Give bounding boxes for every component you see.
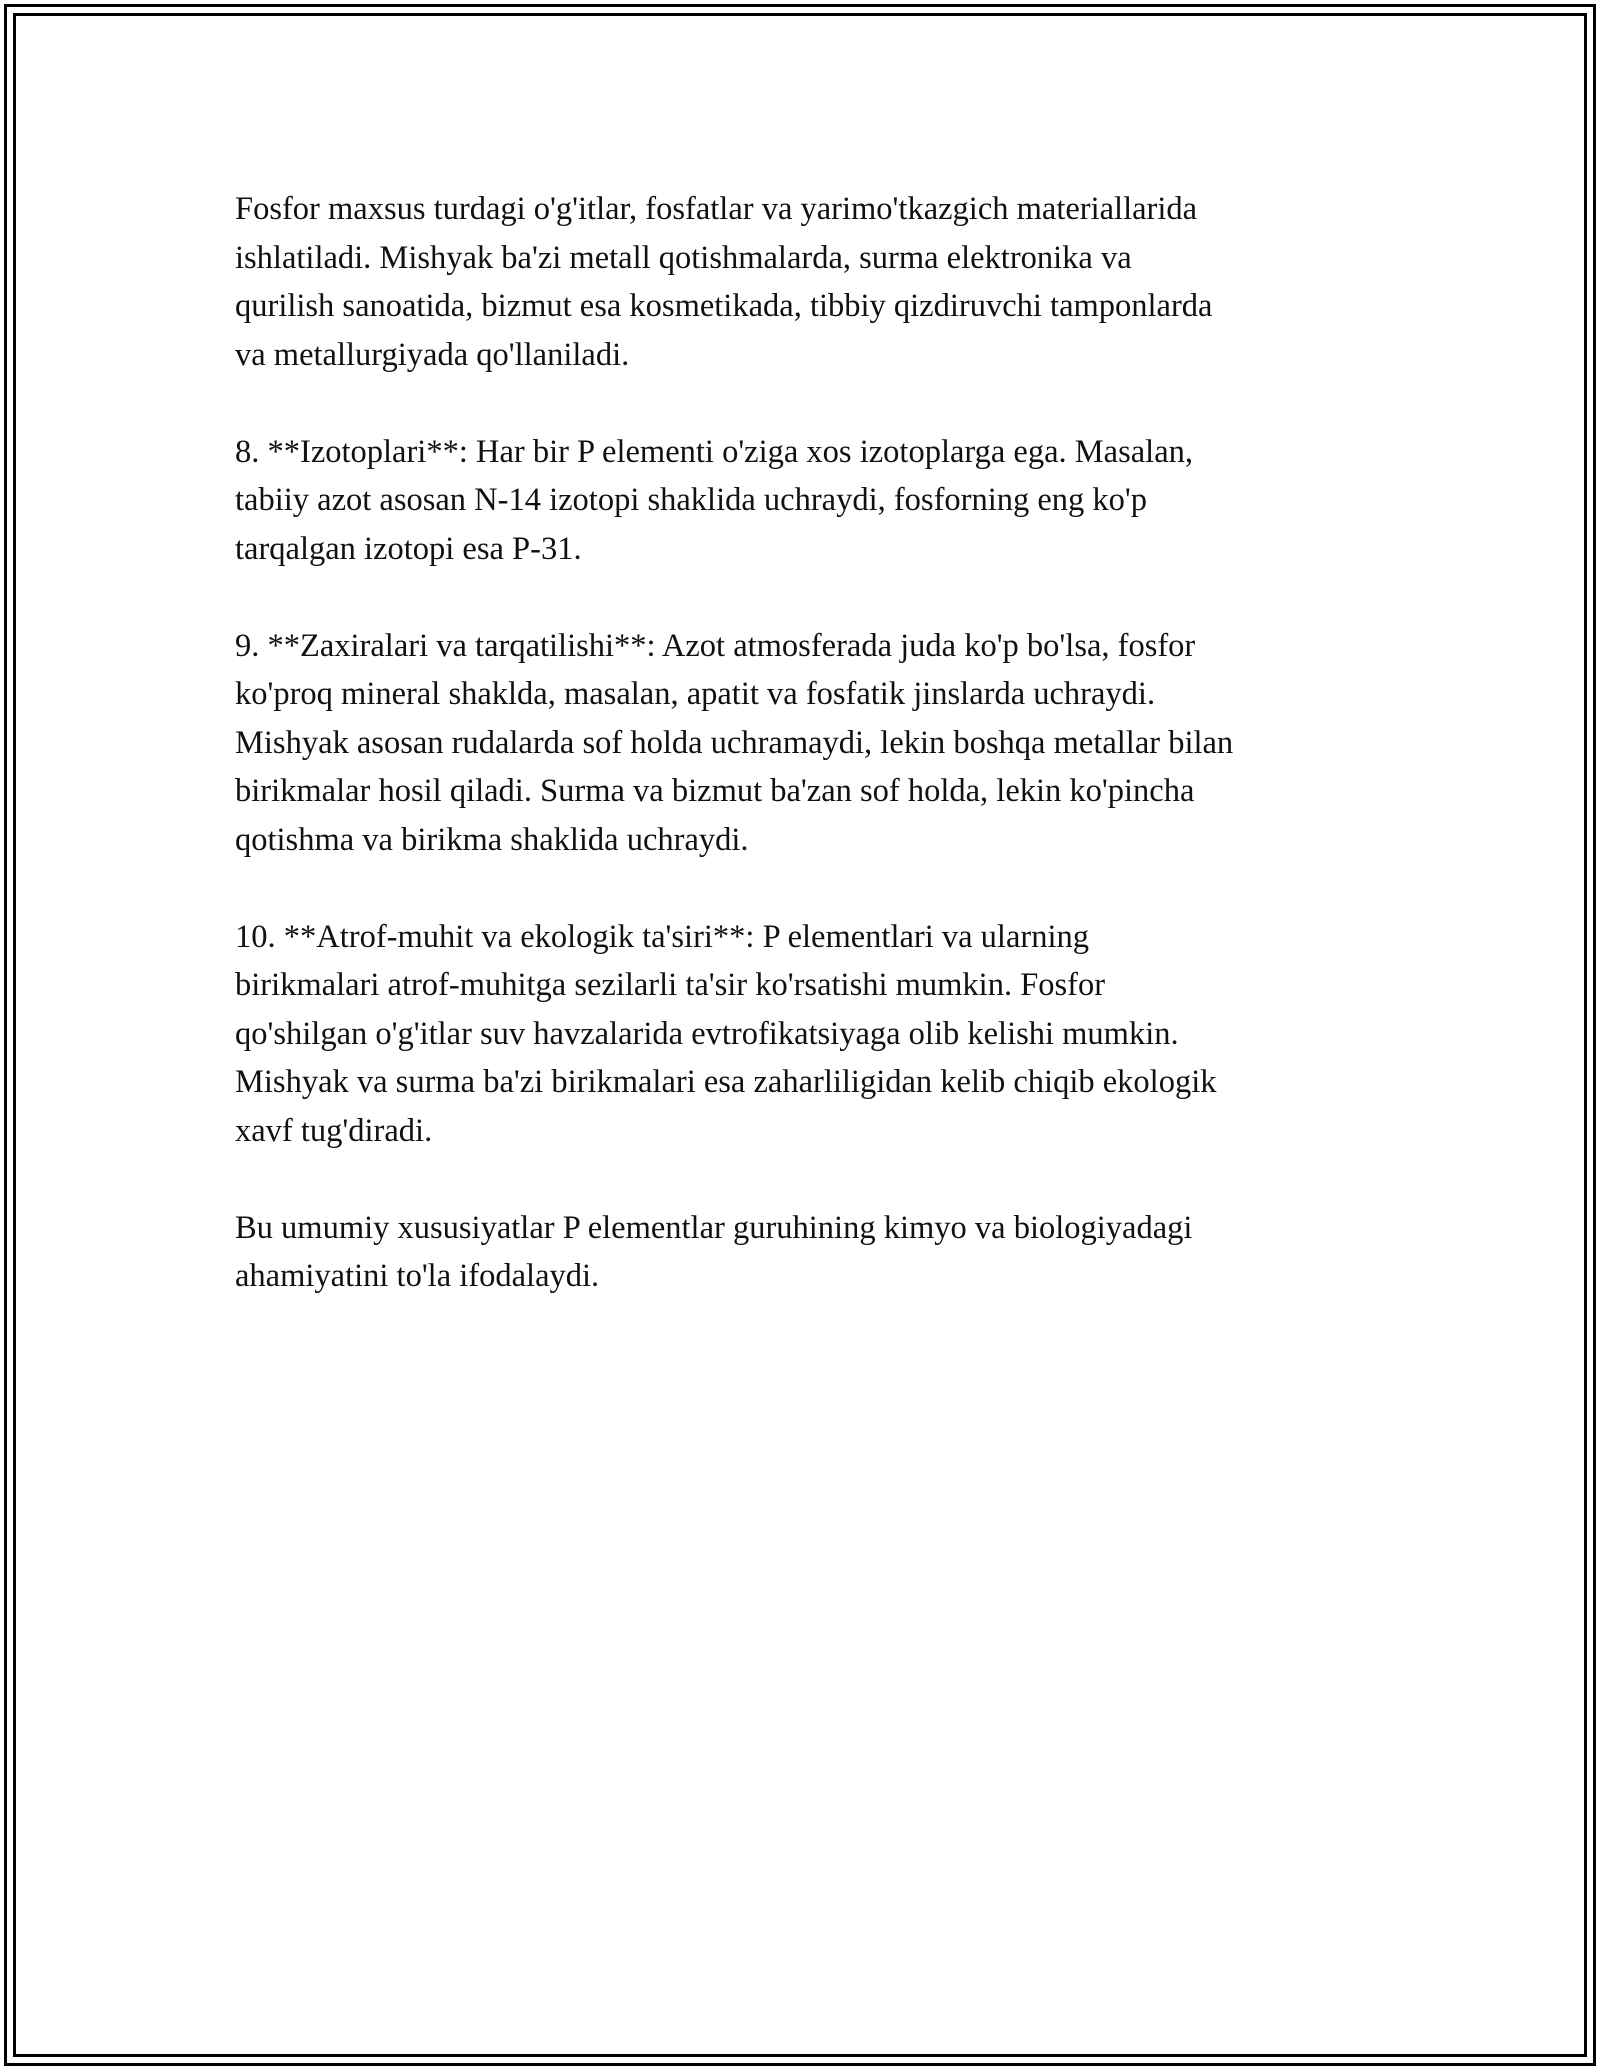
paragraph-isotopes: 8. **Izotoplari**: Har bir P elementi o'ziga xos izotoplarga ega. Masalan, tabiiy azot asosan N-14 izotopi shaklida uchraydi, fosforning eng ko'p tarqalgan izotopi esa P-31.: [235, 433, 1194, 567]
paragraph-usage: Fosfor maxsus turdagi o'g'itlar, fosfatlar va yarimo'tkazgich materiallarida ishlatiladi. Mishyak ba'zi metall qotishmalarda, surma elektronika va qurilish sanoatida, bizmut esa kosmetikada, tibbiy qizdiruvchi tamponlarda va metallurgiyada qo'llaniladi.: [235, 191, 1213, 373]
paragraph-summary: Bu umumiy xususiyatlar P elementlar guruhining kimyo va biologiyadagi ahamiyatini to'la ifodalaydi.: [235, 1209, 1193, 1294]
document-body: [235, 185, 1385, 1349]
paragraph-reserves: 9. **Zaxiralari va tarqatilishi**: Azot atmosferada juda ko'p bo'lsa, fosfor ko'proq mineral shaklda, masalan, apatit va fosfatik jinslarda uchraydi. Mishyak asosan rudalarda sof holda uchramaydi, lekin boshqa metallar bilan birikmalar hosil qiladi. Surma va bizmut ba'zan sof holda, lekin ko'pincha qotishma va birikma shaklida uchraydi.: [235, 627, 1234, 858]
paragraph-environment: 10. **Atrof-muhit va ekologik ta'siri**: P elementlari va ularning birikmalari atrof-muhitga sezilarli ta'sir ko'rsatishi mumkin. Fosfor qo'shilgan o'g'itlar suv havzalarida evtrofikatsiyaga olib kelishi mumkin. Mishyak va surma ba'zi birikmalari esa zaharliligidan kelib chiqib ekologik xavf tug'diradi.: [235, 918, 1217, 1149]
